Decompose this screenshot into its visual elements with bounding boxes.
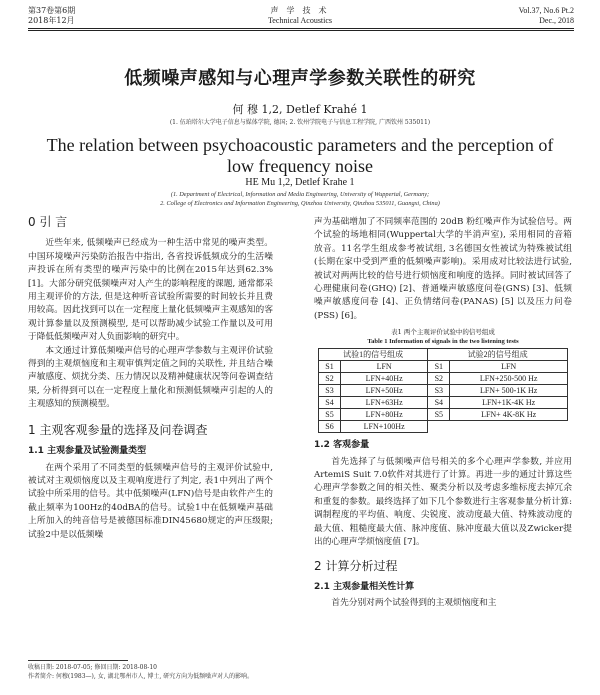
- table-cell: LFN+250-500 Hz: [450, 373, 568, 385]
- header-journal-cn: 声 学 技 术: [270, 6, 330, 15]
- table-cell: S5: [319, 409, 341, 421]
- section-2-heading: 2 计算分析过程: [314, 558, 398, 573]
- header-rule-2: [28, 30, 574, 31]
- section-1-2-heading: 1.2 客观参量: [314, 440, 370, 451]
- table-cell: [450, 421, 568, 433]
- table-row: [319, 397, 568, 409]
- table-cell: LFN+40Hz: [341, 373, 428, 385]
- table-row: [319, 361, 568, 373]
- table-caption-cn: 表1 两个主观评价试验中的信号组成: [391, 328, 495, 337]
- right-paragraph-1: 声为基础增加了不同频率范围的 20dB 粉红噪声作为试验信号。两个试验的场地相同(Wuppertal大学的半消声室), 采用相同的音箱放音。11名学生组成参考被试组, 3名德国女性被试为特殊被试组(长期在家中受到严重的低频噪声影响)。采用成对比较法进行试验, 被试对两两比较的信号进行烦恼度和响度的选择。同时被试回答了心理健康问卷(GHQ) [2]、普通噪声敏感度问卷(GNS) [3]、低频噪声敏感度问卷 [4]、正负情绪问卷(PANAS) [5] 以及压力问卷(PSS) [6]。: [314, 217, 572, 321]
- footnote-received: 收稿日期: 2018-07-05; 修回日期: 2018-08-10: [28, 664, 157, 671]
- affiliation-cn: (1. 伍珀塔尔大学电子信息与媒体学院, 德国; 2. 钦州学院电子与信息工程学院, 广西钦州 535011): [169, 119, 431, 126]
- table-cell: S3: [319, 385, 341, 397]
- table-cell: S6: [319, 421, 341, 433]
- table-caption-en: Table 1 Information of signals in the two listening tests: [367, 338, 519, 346]
- table-cell: S1: [428, 361, 450, 373]
- section-1-heading: 1 主观客观参量的选择及问卷调查: [28, 422, 208, 437]
- table-row: [319, 385, 568, 397]
- header-volume: 第37卷第6期: [28, 6, 76, 15]
- table-cell: LFN+50Hz: [341, 385, 428, 397]
- table-header-test-1: 试验1的信号组成: [319, 349, 428, 361]
- table-cell: LFN: [450, 361, 568, 373]
- table-cell: S5: [428, 409, 450, 421]
- paper-title-cn: 低频噪声感知与心理声学参数关联性的研究: [124, 68, 476, 89]
- section-2-1-heading: 2.1 主观参量相关性计算: [314, 581, 415, 592]
- table-cell: LFN: [341, 361, 428, 373]
- table-cell: S2: [319, 373, 341, 385]
- table-cell: S1: [319, 361, 341, 373]
- table-cell: S3: [428, 385, 450, 397]
- header-date-en: Dec., 2018: [539, 16, 574, 25]
- table-cell: [428, 421, 450, 433]
- paper-title-en: The relation between psychoacoustic parameters and the perception of low frequency noise: [46, 135, 554, 176]
- left-column: [28, 216, 273, 542]
- right-column: [314, 216, 572, 611]
- section-0-paragraph-1: 近些年来, 低频噪声已经成为一种生活中常见的噪声类型。中国环境噪声污染防治报告中指出, 各省投诉低频成分的生活噪声投诉在所有类型的噪声污染中的比例在2015年达到62.3% [1]。大部分研究低频噪声对人产生的影响程度的课题, 通常都采用主观评价的方法, 但是这种听音试验所需要的时间较长并且费用较高。因此找到可以在一定程度上量化低频噪声主观感知的客观计算参量以及预测模型, 是可以帮助减少试验工作量以及可用于降低低频噪声对人负面影响的研究中。: [28, 238, 273, 343]
- section-1-1-paragraph-1: 在两个采用了不同类型的低频噪声信号的主观评价试验中, 被试对主观烦恼度以及主观响度进行了判定, 表1中列出了两个试验中所采用的信号。其中低频噪声(LFN)信号是由软件产生的截止频率为100Hz的40dBA的信号。试验1中在低频噪声基础上所加入的纯音信号是被德国标准DIN45680规定的声压级限; 试验2中是以低频噪: [28, 462, 273, 540]
- signal-table: [318, 348, 568, 433]
- table-cell: LFN+ 500-1K Hz: [450, 385, 568, 397]
- header-volume-en: Vol.37, No.6 Pt.2: [518, 6, 574, 15]
- section-2-1-paragraph-1: 首先分别对两个试验得到的主观烦恼度和主: [331, 598, 497, 609]
- header-rule: [28, 28, 574, 29]
- section-0-heading: 0 引 言: [28, 215, 68, 229]
- header-journal-en: Technical Acoustics: [267, 16, 333, 25]
- table-row: [319, 421, 568, 433]
- section-1-2-paragraph-1: 首先选择了与低频噪声信号相关的多个心理声学参数, 并应用ArtemiS Suit 7.0软件对其进行了计算。再进一步的通过计算这些心理声学参数之间的相关性、聚类分析以及考虑多维标度去掉冗余和重复的参数。最终选择了如下几个参数进行主客观参量分析计算: 调制程度的平均值、响度、尖锐度、波动度最大值、特殊波动度的最大值、粗糙度最大值、脉冲度值、脉冲度最大值以及Zwicker提出的心理声学烦恼度值 [7]。: [314, 456, 572, 548]
- table-row: [319, 373, 568, 385]
- table-cell: LFN+1K-4K Hz: [450, 397, 568, 409]
- table-row: [319, 409, 568, 421]
- authors-en: HE Mu 1,2, Detlef Krahe 1: [245, 177, 355, 188]
- footnote-rule: [28, 660, 128, 661]
- table-cell: LFN+100Hz: [341, 421, 428, 433]
- table-cell: S2: [428, 373, 450, 385]
- footnote-author-info: 作者简介: 何穆(1983—), 女, 湖北鄂州市人, 博士, 研究方向为低频噪声对人的影响。: [28, 673, 254, 680]
- table-cell: LFN+63Hz: [341, 397, 428, 409]
- header-date: 2018年12月: [28, 16, 75, 25]
- section-0-paragraph-2: 本文通过计算低频噪声信号的心理声学参数与主观评价试验得到的主观烦恼度和主观审慎判定值之间的关联性, 并且结合噪声敏感度、烦扰分类、压力情况以及精神健康状况等问卷调查结果, 分析得到可以在一定程度上量化和预测低频噪声引起的人的主观感知的预测模型。: [28, 345, 273, 410]
- affiliation-en: [60, 190, 540, 208]
- authors-cn: 何 穆 1,2, Detlef Krahé 1: [232, 103, 368, 116]
- table-cell: S4: [319, 397, 341, 409]
- table-header-test-2: 试验2的信号组成: [428, 349, 568, 361]
- footnote: [28, 663, 273, 681]
- section-1-1-heading: 1.1 主观参量及试验测量类型: [28, 446, 147, 457]
- affiliation-en-line-1: (1. Department of Electrical, Information and Media Engineering, University of Wuppertal, Germany;: [170, 191, 430, 198]
- affiliation-en-line-2: 2. College of Electronics and Information Engineering, Qinzhou University, Qinzhou 535011, Guangxi, China): [160, 200, 440, 207]
- table-cell: S4: [428, 397, 450, 409]
- table-cell: LFN+ 4K-8K Hz: [450, 409, 568, 421]
- table-header-row: [319, 349, 568, 361]
- table-cell: LFN+80Hz: [341, 409, 428, 421]
- table-1: [314, 328, 572, 433]
